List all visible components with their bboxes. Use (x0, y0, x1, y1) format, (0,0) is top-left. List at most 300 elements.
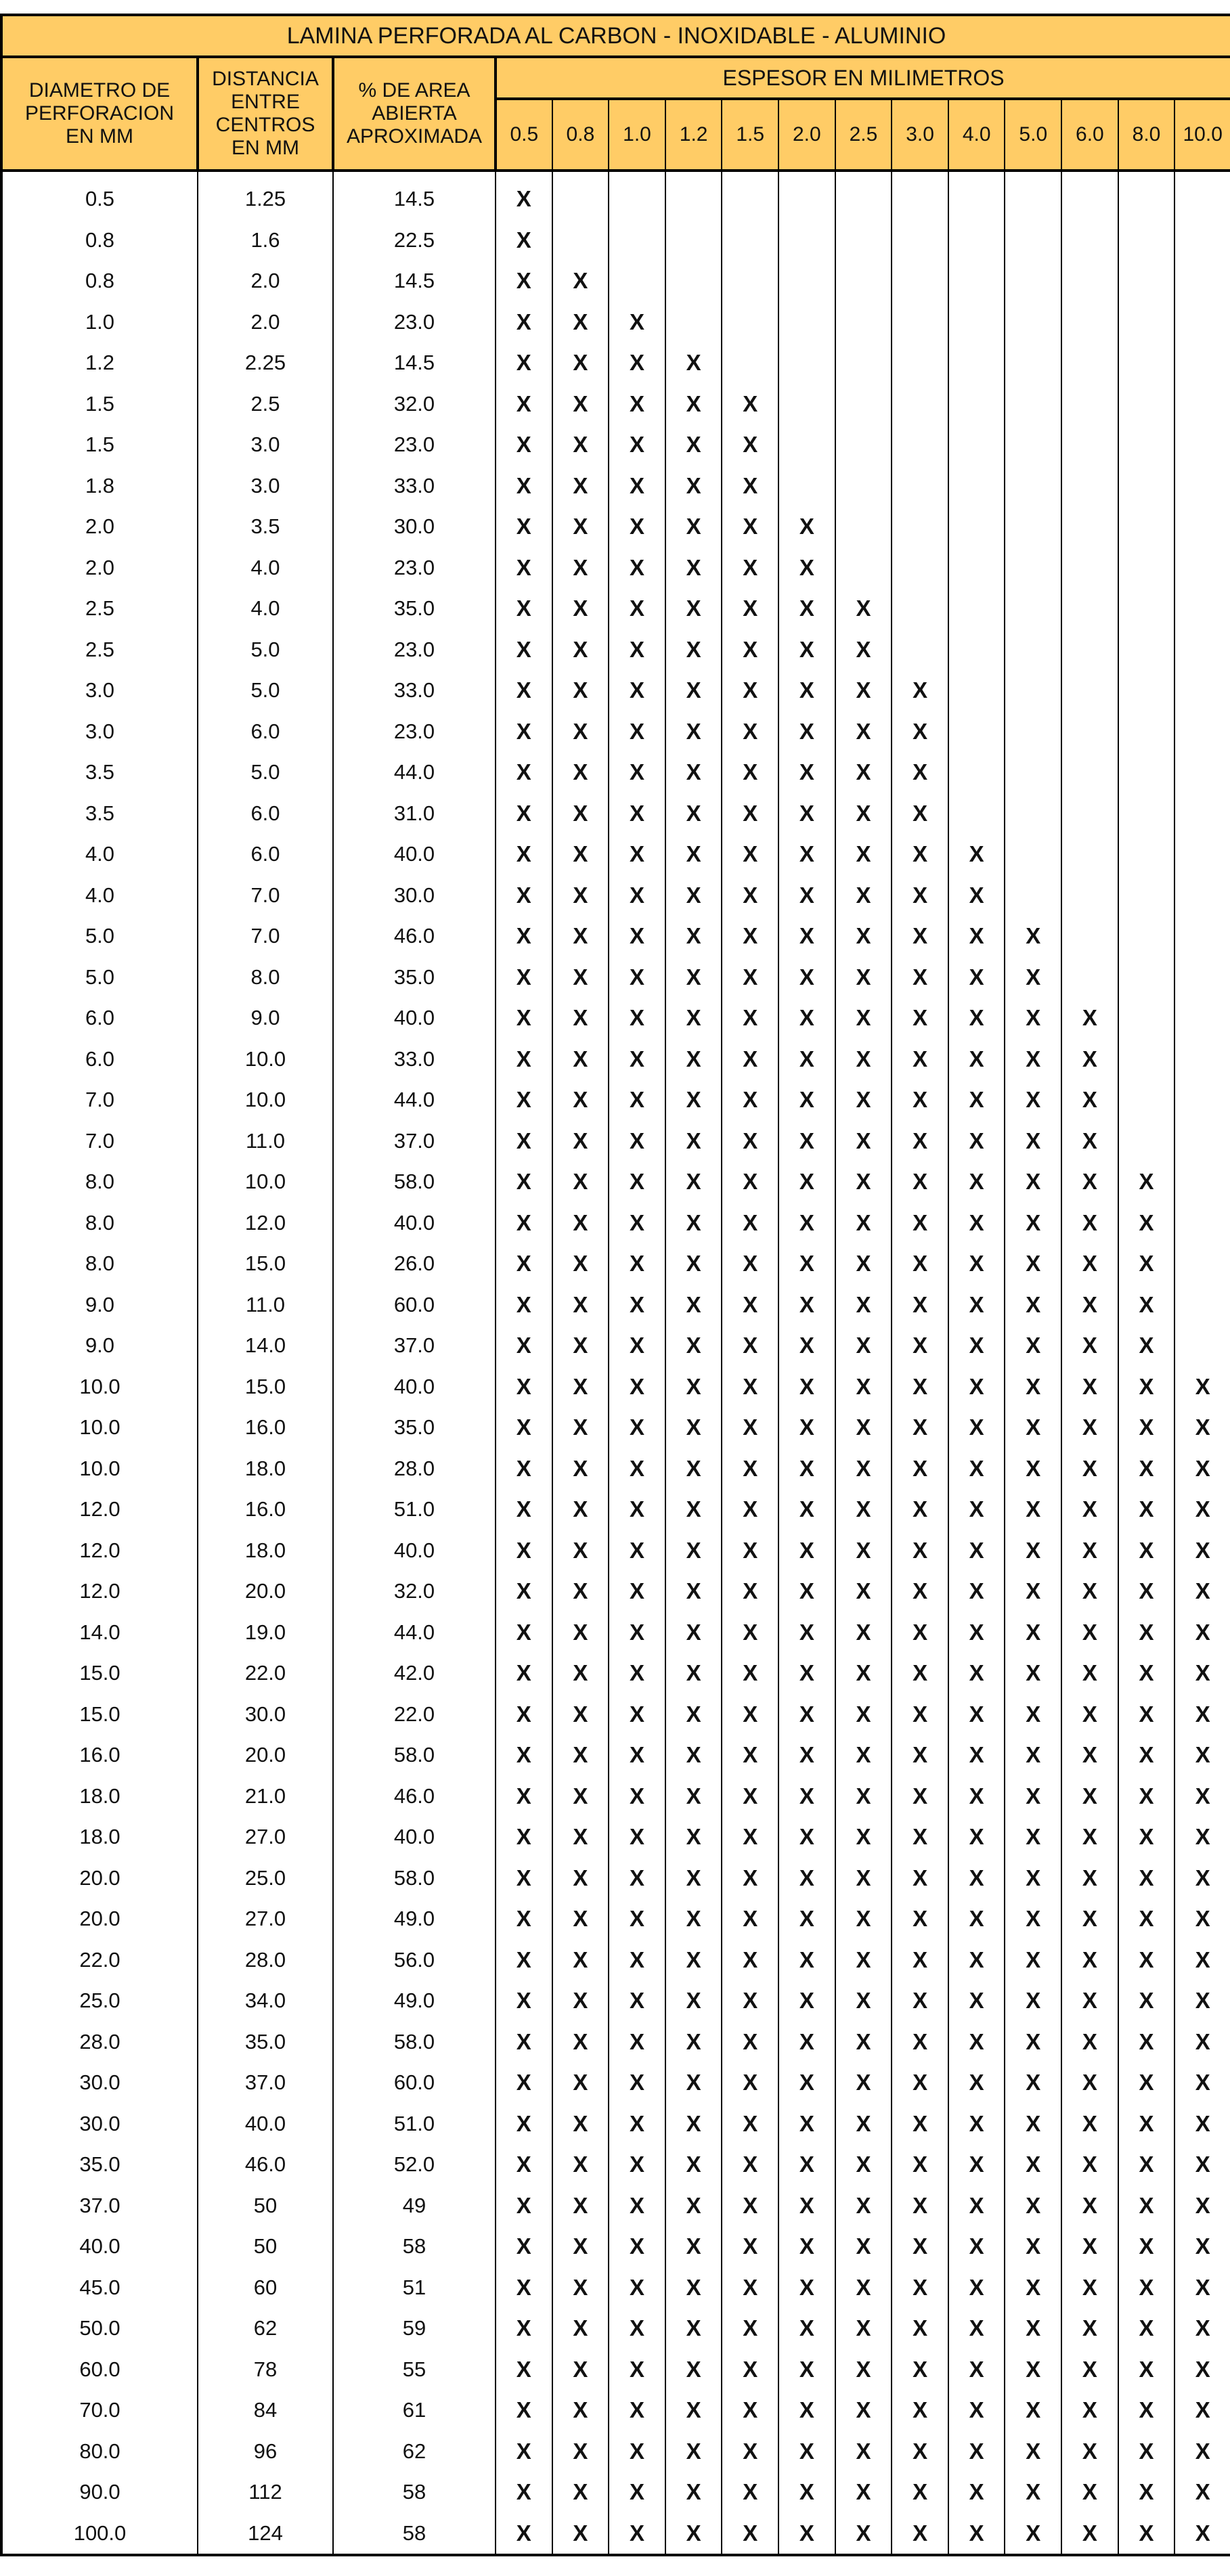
thickness-availability-cell: X (496, 793, 552, 835)
thickness-availability-cell: X (665, 2062, 722, 2104)
thickness-availability-cell (1005, 670, 1061, 711)
thickness-availability-cell: X (948, 2349, 1005, 2391)
thickness-availability-cell: X (835, 711, 892, 753)
thickness-availability-cell: X (665, 2104, 722, 2145)
thickness-availability-cell: X (665, 1735, 722, 1776)
thickness-availability-cell: X (609, 1858, 665, 1899)
thickness-availability-cell: X (778, 1203, 835, 1244)
thickness-availability-cell: X (948, 1325, 1005, 1367)
thickness-availability-cell: X (665, 1817, 722, 1858)
thickness-availability-cell: X (496, 1898, 552, 1940)
thickness-availability-cell: X (665, 1898, 722, 1940)
center-distance-cell: 2.5 (198, 384, 333, 425)
thickness-availability-cell: X (1118, 1161, 1175, 1203)
center-distance-cell: 28.0 (198, 1940, 333, 1981)
thickness-availability-cell: X (552, 1039, 609, 1080)
thickness-availability-cell: X (496, 834, 552, 875)
thickness-availability-cell: X (496, 2431, 552, 2472)
thickness-availability-cell: X (722, 1530, 778, 1572)
thickness-availability-cell: X (665, 957, 722, 998)
thickness-availability-cell: X (948, 1530, 1005, 1572)
thickness-header-cell: 5.0 (1005, 99, 1061, 171)
thickness-availability-cell (892, 179, 948, 220)
thickness-availability-cell: X (1061, 2226, 1118, 2267)
thickness-availability-cell (1174, 1243, 1230, 1285)
thickness-availability-cell: X (835, 1571, 892, 1612)
thickness-availability-cell: X (1061, 1980, 1118, 2022)
thickness-availability-cell: X (948, 2513, 1005, 2556)
diameter-cell: 1.8 (1, 466, 198, 507)
open-area-cell: 58.0 (333, 1161, 496, 1203)
thickness-availability-cell: X (609, 875, 665, 916)
thickness-availability-cell: X (722, 1080, 778, 1121)
thickness-availability-cell (948, 752, 1005, 793)
thickness-availability-cell: X (835, 752, 892, 793)
thickness-availability-cell (948, 261, 1005, 302)
thickness-availability-cell (1005, 220, 1061, 261)
thickness-availability-cell (948, 629, 1005, 671)
thickness-header-cell: 10.0 (1174, 99, 1230, 171)
table-spacer-cell (1061, 171, 1118, 179)
center-distance-cell: 8.0 (198, 957, 333, 998)
table-row (1, 2267, 1230, 2309)
thickness-availability-cell: X (778, 1325, 835, 1367)
thickness-availability-cell: X (1005, 957, 1061, 998)
thickness-availability-cell: X (1005, 1898, 1061, 1940)
thickness-availability-cell (948, 466, 1005, 507)
thickness-availability-cell: X (892, 1980, 948, 2022)
thickness-availability-cell (1174, 957, 1230, 998)
thickness-availability-cell: X (552, 2513, 609, 2556)
thickness-availability-cell: X (722, 548, 778, 589)
thickness-availability-cell: X (948, 2308, 1005, 2349)
thickness-availability-cell: X (722, 2185, 778, 2227)
thickness-header-cell: 2.5 (835, 99, 892, 171)
thickness-availability-cell: X (1061, 1940, 1118, 1981)
thickness-availability-cell (778, 302, 835, 343)
thickness-availability-cell: X (892, 1940, 948, 1981)
thickness-availability-cell: X (892, 711, 948, 753)
thickness-availability-cell: X (948, 2185, 1005, 2227)
open-area-cell: 22.5 (333, 220, 496, 261)
thickness-availability-cell: X (609, 2022, 665, 2063)
table-row (1, 670, 1230, 711)
open-area-cell: 23.0 (333, 629, 496, 671)
thickness-availability-cell: X (892, 1367, 948, 1408)
thickness-availability-cell: X (665, 1489, 722, 1530)
thickness-availability-cell (1118, 220, 1175, 261)
open-area-cell: 26.0 (333, 1243, 496, 1285)
thickness-availability-cell (778, 342, 835, 384)
table-row (1, 342, 1230, 384)
thickness-availability-cell: X (1005, 1980, 1061, 2022)
open-area-cell: 37.0 (333, 1325, 496, 1367)
center-distance-cell: 10.0 (198, 1039, 333, 1080)
thickness-availability-cell: X (552, 1858, 609, 1899)
thickness-availability-cell: X (892, 752, 948, 793)
thickness-availability-cell: X (892, 1735, 948, 1776)
thickness-availability-cell: X (835, 2267, 892, 2309)
thickness-availability-cell: X (892, 957, 948, 998)
center-distance-cell: 62 (198, 2308, 333, 2349)
thickness-availability-cell: X (496, 1858, 552, 1899)
table-spacer-cell (665, 171, 722, 179)
thickness-availability-cell: X (892, 1817, 948, 1858)
thickness-availability-cell: X (722, 1121, 778, 1162)
thickness-availability-cell: X (496, 1325, 552, 1367)
perforated-sheet-table-container (0, 14, 1230, 2556)
table-row (1, 2104, 1230, 2145)
thickness-availability-cell: X (778, 548, 835, 589)
diameter-cell: 16.0 (1, 1735, 198, 1776)
thickness-availability-cell: X (496, 1940, 552, 1981)
open-area-cell: 33.0 (333, 466, 496, 507)
thickness-availability-cell (1118, 957, 1175, 998)
thickness-availability-cell: X (496, 1653, 552, 1694)
open-area-cell: 60.0 (333, 1285, 496, 1326)
thickness-availability-cell (1174, 1039, 1230, 1080)
thickness-availability-cell: X (1005, 2472, 1061, 2513)
thickness-availability-cell: X (665, 834, 722, 875)
thickness-availability-cell: X (665, 2022, 722, 2063)
thickness-availability-cell: X (778, 752, 835, 793)
thickness-availability-cell: X (552, 1612, 609, 1653)
thickness-availability-cell: X (778, 1940, 835, 1981)
thickness-availability-cell: X (609, 1080, 665, 1121)
thickness-availability-cell (892, 384, 948, 425)
center-distance-cell: 2.0 (198, 302, 333, 343)
diameter-cell: 3.5 (1, 793, 198, 835)
center-distance-cell: 12.0 (198, 1203, 333, 1244)
thickness-availability-cell (835, 342, 892, 384)
diameter-cell: 2.0 (1, 506, 198, 548)
center-distance-cell: 5.0 (198, 629, 333, 671)
thickness-availability-cell: X (722, 2104, 778, 2145)
thickness-availability-cell: X (722, 1694, 778, 1735)
thickness-availability-cell: X (609, 1776, 665, 1817)
thickness-availability-cell: X (1005, 1858, 1061, 1899)
center-distance-cell: 19.0 (198, 1612, 333, 1653)
thickness-availability-cell: X (665, 916, 722, 957)
table-row (1, 302, 1230, 343)
thickness-availability-cell: X (1174, 1858, 1230, 1899)
center-distance-header (198, 57, 333, 171)
thickness-availability-cell: X (948, 1367, 1005, 1408)
diameter-cell: 1.2 (1, 342, 198, 384)
thickness-availability-cell: X (948, 1489, 1005, 1530)
thickness-availability-cell: X (722, 2022, 778, 2063)
thickness-availability-cell (1061, 506, 1118, 548)
thickness-availability-cell: X (835, 875, 892, 916)
thickness-availability-cell: X (496, 466, 552, 507)
thickness-availability-cell (1174, 1161, 1230, 1203)
thickness-availability-cell (665, 179, 722, 220)
thickness-availability-cell (892, 629, 948, 671)
thickness-availability-cell: X (778, 2390, 835, 2431)
thickness-availability-cell: X (892, 1203, 948, 1244)
thickness-availability-cell: X (665, 1367, 722, 1408)
thickness-availability-cell (1061, 916, 1118, 957)
thickness-availability-cell (1005, 629, 1061, 671)
thickness-availability-cell: X (496, 548, 552, 589)
center-distance-cell: 96 (198, 2431, 333, 2472)
thickness-availability-cell: X (1005, 1080, 1061, 1121)
thickness-availability-cell (948, 302, 1005, 343)
thickness-availability-cell: X (722, 1285, 778, 1326)
thickness-availability-cell (778, 384, 835, 425)
thickness-availability-cell (1061, 629, 1118, 671)
thickness-availability-cell: X (892, 2472, 948, 2513)
diameter-cell: 12.0 (1, 1489, 198, 1530)
thickness-availability-cell: X (496, 2226, 552, 2267)
thickness-availability-cell: X (722, 1448, 778, 1490)
thickness-availability-cell: X (609, 424, 665, 466)
table-row (1, 1858, 1230, 1899)
thickness-availability-cell (1118, 670, 1175, 711)
open-area-cell: 58.0 (333, 1735, 496, 1776)
thickness-availability-cell: X (722, 2431, 778, 2472)
table-row (1, 2431, 1230, 2472)
open-area-cell: 32.0 (333, 1571, 496, 1612)
table-row (1, 2472, 1230, 2513)
center-distance-cell: 16.0 (198, 1489, 333, 1530)
thickness-availability-cell (1174, 506, 1230, 548)
thickness-availability-cell: X (609, 1367, 665, 1408)
thickness-availability-cell: X (835, 1203, 892, 1244)
thickness-availability-cell: X (948, 2472, 1005, 2513)
open-area-cell: 23.0 (333, 424, 496, 466)
thickness-availability-cell (1061, 261, 1118, 302)
thickness-availability-cell: X (948, 1285, 1005, 1326)
thickness-availability-cell (665, 302, 722, 343)
thickness-availability-cell: X (496, 1776, 552, 1817)
diameter-cell: 8.0 (1, 1161, 198, 1203)
thickness-availability-cell: X (722, 2308, 778, 2349)
thickness-availability-cell (609, 220, 665, 261)
thickness-availability-cell (1174, 1080, 1230, 1121)
open-area-cell: 46.0 (333, 916, 496, 957)
center-distance-cell: 40.0 (198, 2104, 333, 2145)
open-area-cell: 52.0 (333, 2144, 496, 2185)
thickness-availability-cell: X (1118, 1776, 1175, 1817)
center-distance-cell: 25.0 (198, 1858, 333, 1899)
thickness-availability-cell: X (892, 2185, 948, 2227)
thickness-availability-cell: X (1174, 1694, 1230, 1735)
thickness-availability-cell: X (835, 1039, 892, 1080)
thickness-availability-cell: X (835, 1121, 892, 1162)
thickness-availability-cell: X (1061, 2062, 1118, 2104)
thickness-availability-cell: X (665, 1285, 722, 1326)
thickness-availability-cell: X (496, 1367, 552, 1408)
center-distance-cell: 27.0 (198, 1817, 333, 1858)
thickness-availability-cell: X (609, 2308, 665, 2349)
thickness-availability-cell: X (552, 1776, 609, 1817)
open-area-cell: 58 (333, 2226, 496, 2267)
thickness-availability-cell: X (1061, 1735, 1118, 1776)
thickness-availability-cell: X (609, 1285, 665, 1326)
thickness-availability-cell: X (948, 2390, 1005, 2431)
thickness-availability-cell: X (892, 1612, 948, 1653)
thickness-availability-cell (1005, 342, 1061, 384)
thickness-availability-cell: X (552, 466, 609, 507)
thickness-availability-cell: X (1118, 1612, 1175, 1653)
thickness-availability-cell: X (778, 1980, 835, 2022)
thickness-availability-cell: X (1061, 1448, 1118, 1490)
thickness-availability-cell: X (722, 834, 778, 875)
thickness-availability-cell: X (496, 2513, 552, 2556)
thickness-availability-cell: X (778, 2431, 835, 2472)
thickness-availability-cell: X (1118, 1325, 1175, 1367)
thickness-availability-cell: X (835, 1489, 892, 1530)
thickness-availability-cell: X (496, 2022, 552, 2063)
thickness-availability-cell: X (835, 2431, 892, 2472)
table-spacer-cell (1174, 171, 1230, 179)
open-area-cell: 35.0 (333, 588, 496, 629)
thickness-availability-cell (835, 261, 892, 302)
thickness-availability-cell: X (665, 711, 722, 753)
thickness-availability-cell (1061, 588, 1118, 629)
center-distance-cell: 78 (198, 2349, 333, 2391)
table-row (1, 506, 1230, 548)
thickness-availability-cell: X (1061, 2104, 1118, 2145)
thickness-availability-cell: X (722, 2472, 778, 2513)
thickness-availability-cell: X (892, 2349, 948, 2391)
thickness-availability-cell: X (665, 1448, 722, 1490)
center-distance-cell: 5.0 (198, 752, 333, 793)
thickness-availability-cell: X (835, 629, 892, 671)
thickness-availability-cell: X (1118, 1243, 1175, 1285)
thickness-availability-cell: X (948, 1653, 1005, 1694)
thickness-availability-cell: X (496, 1489, 552, 1530)
thickness-availability-cell (892, 342, 948, 384)
thickness-availability-cell: X (722, 2267, 778, 2309)
thickness-availability-cell: X (1061, 1080, 1118, 1121)
diameter-cell: 20.0 (1, 1858, 198, 1899)
center-distance-cell: 7.0 (198, 875, 333, 916)
thickness-availability-cell: X (835, 793, 892, 835)
thickness-availability-cell: X (1118, 2185, 1175, 2227)
thickness-availability-cell (835, 548, 892, 589)
thickness-availability-cell: X (665, 670, 722, 711)
thickness-availability-cell: X (552, 1367, 609, 1408)
thickness-availability-cell (1005, 179, 1061, 220)
diameter-cell: 14.0 (1, 1612, 198, 1653)
thickness-availability-cell: X (665, 588, 722, 629)
table-spacer-cell (948, 171, 1005, 179)
thickness-availability-cell: X (778, 2104, 835, 2145)
thickness-availability-cell: X (1118, 1898, 1175, 1940)
thickness-availability-cell: X (1174, 1776, 1230, 1817)
thickness-availability-cell (835, 179, 892, 220)
thickness-availability-cell: X (1174, 2144, 1230, 2185)
thickness-availability-cell: X (552, 506, 609, 548)
thickness-availability-cell: X (1061, 2513, 1118, 2556)
thickness-availability-cell (1061, 179, 1118, 220)
thickness-availability-cell: X (1174, 2513, 1230, 2556)
thickness-availability-cell: X (1005, 1203, 1061, 1244)
thickness-availability-cell: X (552, 1285, 609, 1326)
diameter-cell: 2.5 (1, 588, 198, 629)
thickness-availability-cell: X (665, 2431, 722, 2472)
thickness-availability-cell: X (665, 2267, 722, 2309)
thickness-availability-cell: X (835, 1940, 892, 1981)
thickness-availability-cell: X (609, 302, 665, 343)
thickness-availability-cell (1174, 670, 1230, 711)
thickness-availability-cell: X (778, 629, 835, 671)
thickness-availability-cell: X (552, 1530, 609, 1572)
thickness-availability-cell: X (722, 1203, 778, 1244)
thickness-availability-cell: X (609, 629, 665, 671)
thickness-availability-cell (948, 506, 1005, 548)
thickness-availability-cell (665, 261, 722, 302)
thickness-availability-cell (1005, 424, 1061, 466)
thickness-availability-cell: X (496, 1980, 552, 2022)
thickness-availability-cell: X (1005, 2513, 1061, 2556)
open-area-cell: 49.0 (333, 1898, 496, 1940)
thickness-availability-cell: X (552, 1407, 609, 1448)
thickness-availability-cell: X (1005, 1653, 1061, 1694)
thickness-availability-cell: X (722, 793, 778, 835)
thickness-availability-cell: X (1118, 2390, 1175, 2431)
thickness-availability-cell: X (948, 2267, 1005, 2309)
thickness-availability-cell: X (1005, 1817, 1061, 1858)
thickness-availability-cell: X (1118, 2062, 1175, 2104)
thickness-availability-cell (1005, 261, 1061, 302)
thickness-availability-cell: X (552, 302, 609, 343)
table-row (1, 1489, 1230, 1530)
diameter-cell: 1.5 (1, 384, 198, 425)
thickness-availability-cell: X (665, 998, 722, 1039)
table-row (1, 1817, 1230, 1858)
thickness-availability-cell: X (948, 2431, 1005, 2472)
open-area-cell: 23.0 (333, 302, 496, 343)
thickness-availability-cell: X (948, 1858, 1005, 1899)
table-row (1, 2390, 1230, 2431)
open-area-cell: 14.5 (333, 342, 496, 384)
center-distance-cell: 15.0 (198, 1367, 333, 1408)
thickness-availability-cell: X (1061, 1612, 1118, 1653)
thickness-availability-cell (1005, 834, 1061, 875)
diameter-cell: 25.0 (1, 1980, 198, 2022)
thickness-availability-cell: X (948, 1243, 1005, 1285)
thickness-availability-cell: X (1061, 1161, 1118, 1203)
center-distance-cell: 34.0 (198, 1980, 333, 2022)
thickness-availability-cell (948, 711, 1005, 753)
thickness-availability-cell: X (778, 1858, 835, 1899)
thickness-availability-cell: X (609, 2472, 665, 2513)
thickness-availability-cell: X (552, 916, 609, 957)
thickness-availability-cell: X (892, 2513, 948, 2556)
perforated-sheet-table (0, 14, 1230, 2556)
thickness-availability-cell: X (1005, 1571, 1061, 1612)
table-row (1, 916, 1230, 957)
table-row (1, 179, 1230, 220)
table-row (1, 1407, 1230, 1448)
thickness-availability-cell: X (892, 1530, 948, 1572)
thickness-availability-cell: X (778, 957, 835, 998)
diameter-cell: 20.0 (1, 1898, 198, 1940)
thickness-availability-cell: X (892, 2267, 948, 2309)
thickness-availability-cell: X (609, 342, 665, 384)
thickness-availability-cell: X (665, 1407, 722, 1448)
thickness-availability-cell: X (835, 2513, 892, 2556)
thickness-availability-cell: X (665, 2349, 722, 2391)
table-row (1, 1694, 1230, 1735)
thickness-availability-cell: X (778, 1735, 835, 1776)
thickness-availability-cell (1174, 302, 1230, 343)
center-distance-cell: 15.0 (198, 1243, 333, 1285)
thickness-availability-cell: X (835, 1653, 892, 1694)
